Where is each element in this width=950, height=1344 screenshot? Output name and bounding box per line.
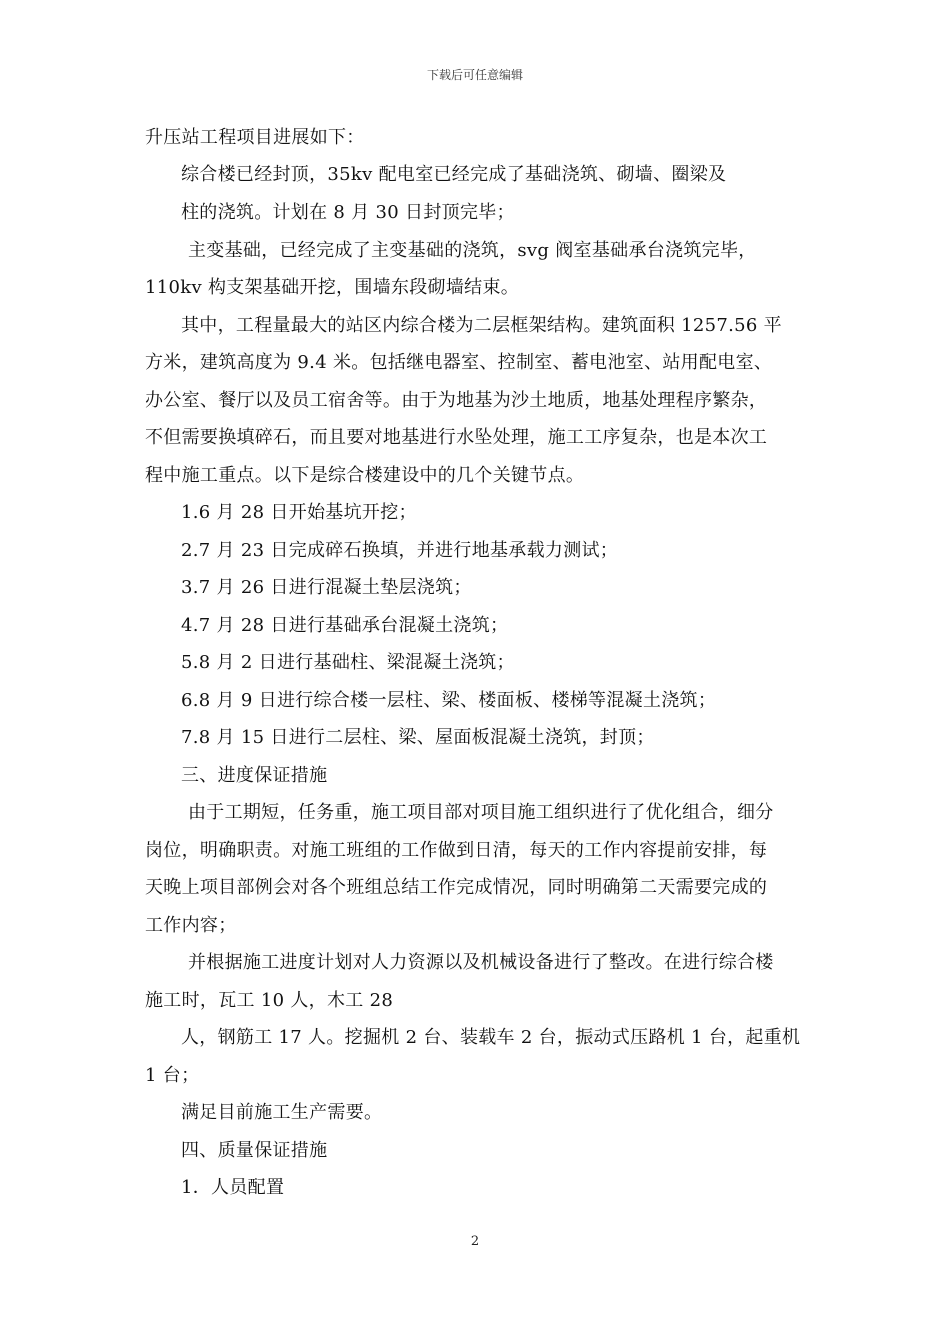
paragraph-line: 其中，工程量最大的站区内综合楼为二层框架结构。建筑面积 1257.56 平 — [181, 315, 782, 336]
paragraph-line: 不但需要换填碎石，而且要对地基进行水坠处理，施工工序复杂，也是本次工 — [145, 427, 768, 448]
list-item: 3.7 月 26 日进行混凝土垫层浇筑； — [181, 577, 472, 598]
list-item: 7.8 月 15 日进行二层柱、梁、屋面板混凝土浇筑，封顶； — [181, 727, 655, 748]
paragraph-line: 办公室、餐厅以及员工宿舍等。由于为地基为沙土地质，地基处理程序繁杂， — [145, 390, 768, 411]
paragraph-line: 方米，建筑高度为 9.4 米。包括继电器室、控制室、蓄电池室、站用配电室、 — [145, 352, 773, 373]
section-heading: 四、质量保证措施 — [181, 1140, 328, 1161]
paragraph-line: 柱的浇筑。计划在 8 月 30 日封顶完毕； — [181, 202, 515, 223]
page-number: 2 — [470, 1234, 480, 1249]
list-item: 5.8 月 2 日进行基础柱、梁混凝土浇筑； — [181, 652, 515, 673]
list-item: 6.8 月 9 日进行综合楼一层柱、梁、楼面板、楼梯等混凝土浇筑； — [181, 690, 717, 711]
paragraph-line: 施工时，瓦工 10 人，木工 28 — [145, 990, 394, 1011]
paragraph-line: 岗位，明确职责。对施工班组的工作做到日清，每天的工作内容提前安排，每 — [145, 840, 768, 861]
paragraph-line: 综合楼已经封顶，35kv 配电室已经完成了基础浇筑、砌墙、圈梁及 — [181, 164, 727, 185]
list-item: 1.6 月 28 日开始基坑开挖； — [181, 502, 417, 523]
list-item: 4.7 月 28 日进行基础承台混凝土浇筑； — [181, 615, 509, 636]
subsection-heading: 1．人员配置 — [181, 1177, 285, 1198]
paragraph-line: 1 台； — [145, 1065, 200, 1086]
paragraph-line: 110kv 构支架基础开挖，围墙东段砌墙结束。 — [145, 277, 520, 298]
paragraph-line: 人，钢筋工 17 人。挖掘机 2 台、装载车 2 台，振动式压路机 1 台，起重机 — [181, 1027, 801, 1048]
paragraph-line: 升压站工程项目进展如下： — [145, 127, 365, 148]
paragraph-line: 并根据施工进度计划对人力资源以及机械设备进行了整改。在进行综合楼 — [188, 952, 774, 973]
page-header: 下载后可任意编辑 — [426, 68, 523, 82]
list-item: 2.7 月 23 日完成碎石换填，并进行地基承载力测试； — [181, 540, 619, 561]
section-heading: 三、进度保证措施 — [181, 765, 328, 786]
paragraph-line: 工作内容； — [145, 915, 237, 936]
paragraph-line: 满足目前施工生产需要。 — [181, 1102, 383, 1123]
paragraph-line: 主变基础，已经完成了主变基础的浇筑，svg 阀室基础承台浇筑完毕， — [188, 240, 757, 261]
paragraph-line: 天晚上项目部例会对各个班组总结工作完成情况，同时明确第二天需要完成的 — [145, 877, 768, 898]
paragraph-line: 由于工期短，任务重，施工项目部对项目施工组织进行了优化组合，细分 — [188, 802, 774, 823]
paragraph-line: 程中施工重点。以下是综合楼建设中的几个关键节点。 — [145, 465, 585, 486]
